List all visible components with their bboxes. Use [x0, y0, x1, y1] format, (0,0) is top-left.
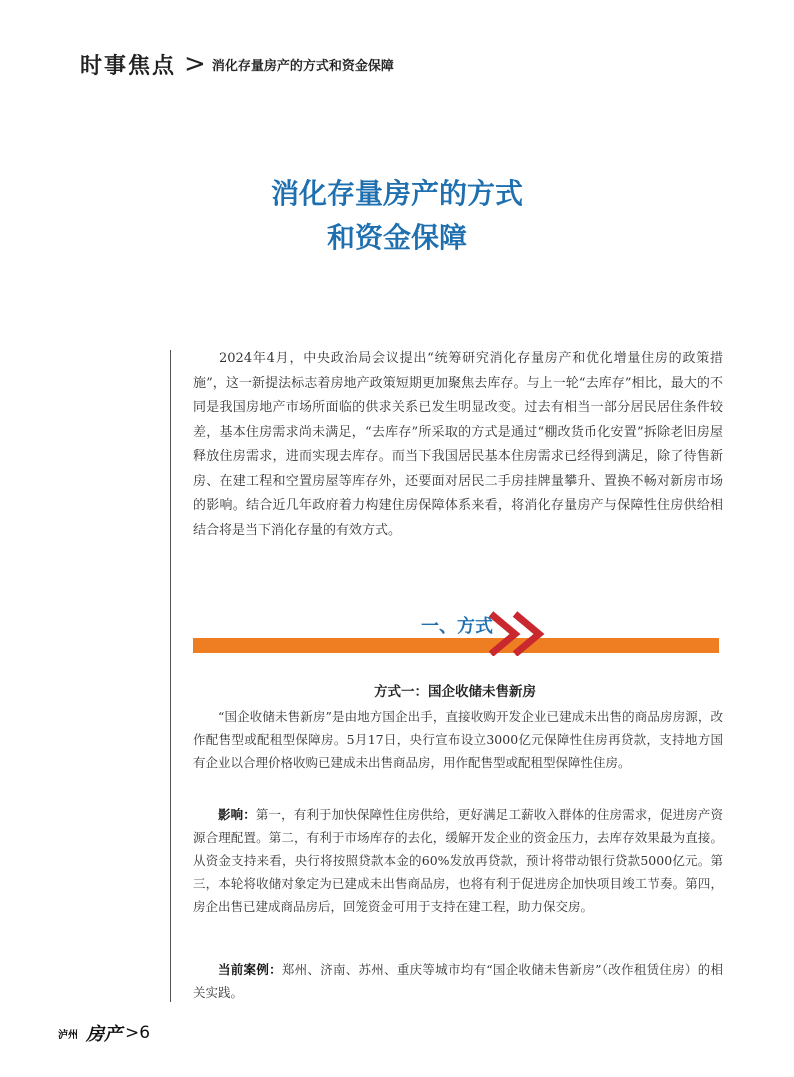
impact-paragraph [193, 803, 723, 918]
column-label: 时事焦点 [80, 53, 177, 79]
intro-paragraph: 2024年4月，中央政治局会议提出“统筹研究消化存量房产和优化增量住房的政策措施”，这一新提法标志着房地产政策短期更加聚焦去库存。与上一轮“去库存”相比，最大的不同是我国房地产市场所面临的供求关系已发生明显改变。过去有相当一部分居民居住条件较差，基本住房需求尚未满足，“去库存”所采取的方式是通过“棚改货币化安置”拆除老旧房屋释放住房需求，进而实现去库存。而当下我国居民基本住房需求已经得到满足，除了待售新房、在建工程和空置房屋等库存外，还要面对居民二手房挂牌量攀升、置换不畅对新房市场的影响。结合近几年政府着力构建住房保障体系来看，将消化存量房产与保障性住房供给相结合将是当下消化存量的有效方式。 [193, 351, 723, 538]
case-paragraph [193, 958, 723, 1004]
impact-label: 影响： [218, 807, 256, 822]
title-line-2: 和资金保障 [326, 221, 467, 254]
section-title: 一、方式 [421, 616, 493, 637]
header-subtitle: 消化存量房产的方式和资金保障 [211, 58, 394, 74]
page-footer [58, 1020, 150, 1046]
case-text: 郑州、济南、苏州、重庆等城市均有“国企收储未售新房”（改作租赁住房）的相关实践。 [193, 962, 723, 1000]
double-chevron-right-icon [489, 608, 551, 656]
margin-rule [170, 350, 171, 1002]
impact-text: 第一，有利于加快保障性住房供给，更好满足工薪收入群体的住房需求，促进房产资源合理配置。第二，有利于市场库存的去化，缓解开发企业的资金压力，去库存效果最为直接。从资金支持来看，央行将按照贷款本金的60%发放再贷款，预计将带动银行贷款5000亿元。第三，本轮将收储对象定为已建成未出售商品房，也将有利于促进房企加快项目竣工节奏。第四，房企出售已建成商品房后，回笼资金可用于支持在建工程，助力保交房。 [193, 807, 723, 914]
method-paragraph: “国企收储未售新房”是由地方国企出手，直接收购开发企业已建成未出售的商品房房源，改作配售型或配租型保障房。5月17日，央行宣布设立3000亿元保障性住房再贷款，支持地方国有企业以合理价格收购已建成未出售商品房，用作配售型或配租型保障性住房。 [193, 709, 723, 770]
page-number: >6 [125, 1023, 151, 1043]
section-bar [193, 638, 719, 653]
page-header [80, 44, 394, 84]
chevron-right-icon: > [184, 49, 206, 79]
article-title [0, 172, 794, 260]
case-label: 当前案例： [218, 962, 282, 977]
footer-city: 泸州 [58, 1029, 78, 1041]
footer-brand-logo: 房产 [86, 1024, 122, 1045]
section-heading-banner [193, 608, 719, 656]
method-title: 方式一：国企收储未售新房 [374, 684, 536, 700]
title-line-1: 消化存量房产的方式 [270, 177, 523, 210]
